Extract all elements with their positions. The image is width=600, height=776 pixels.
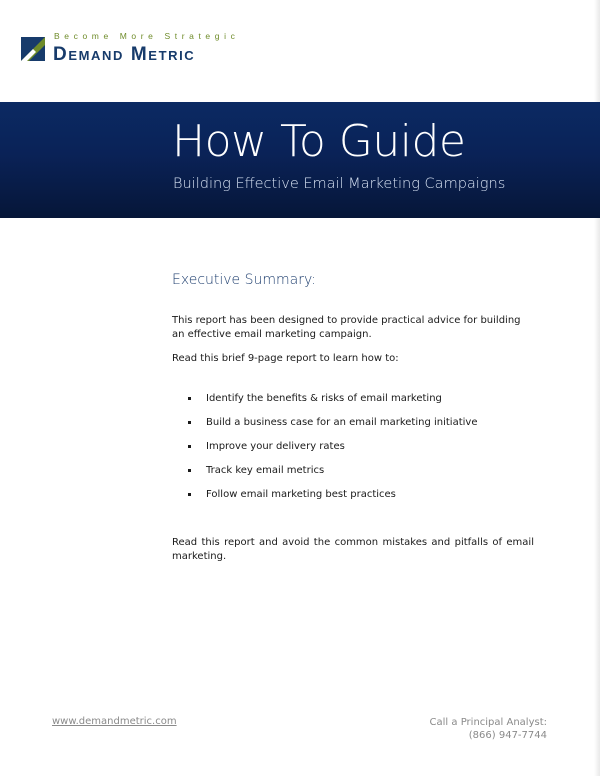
title-banner	[0, 102, 600, 218]
guide-subtitle: Building Effective Email Marketing Campaigns	[173, 176, 506, 192]
call-analyst-label: Call a Principal Analyst:	[429, 717, 547, 728]
list-item-text: Identify the benefits & risks of email marketing	[206, 393, 442, 404]
guide-title: How To Guide	[172, 116, 466, 167]
list-item	[172, 416, 534, 430]
section-heading: Executive Summary:	[172, 272, 316, 288]
executive-summary-section	[172, 272, 534, 574]
list-item	[172, 464, 534, 478]
list-item	[172, 392, 534, 406]
intro-paragraph: This report has been designed to provide practical advice for building an effective email marketing campaign.	[172, 315, 521, 340]
list-item-text: Improve your delivery rates	[206, 441, 345, 452]
bullet-icon	[188, 469, 191, 472]
footer-contact	[430, 716, 547, 742]
bullet-icon	[188, 493, 191, 496]
demand-metric-logo	[20, 30, 260, 66]
list-item	[172, 440, 534, 454]
logo-tagline: Become More Strategic	[54, 31, 240, 41]
learning-points-list	[172, 392, 534, 502]
logo-mark-icon	[20, 36, 46, 62]
closing-paragraph: Read this report and avoid the common mistakes and pitfalls of email marketing.	[172, 537, 534, 562]
website-link[interactable]: www.demandmetric.com	[52, 716, 177, 727]
bullet-icon	[188, 445, 191, 448]
lead-in-paragraph: Read this brief 9-page report to learn how to:	[172, 353, 399, 364]
list-item-text: Track key email metrics	[206, 465, 325, 476]
list-item-text: Follow email marketing best practices	[206, 489, 396, 500]
logo-name: Demand Metric	[53, 44, 196, 65]
list-item-text: Build a business case for an email marketing initiative	[206, 417, 478, 428]
phone-number: (866) 947-7744	[468, 730, 547, 741]
list-item	[172, 488, 534, 502]
bullet-icon	[188, 397, 191, 400]
bullet-icon	[188, 421, 191, 424]
